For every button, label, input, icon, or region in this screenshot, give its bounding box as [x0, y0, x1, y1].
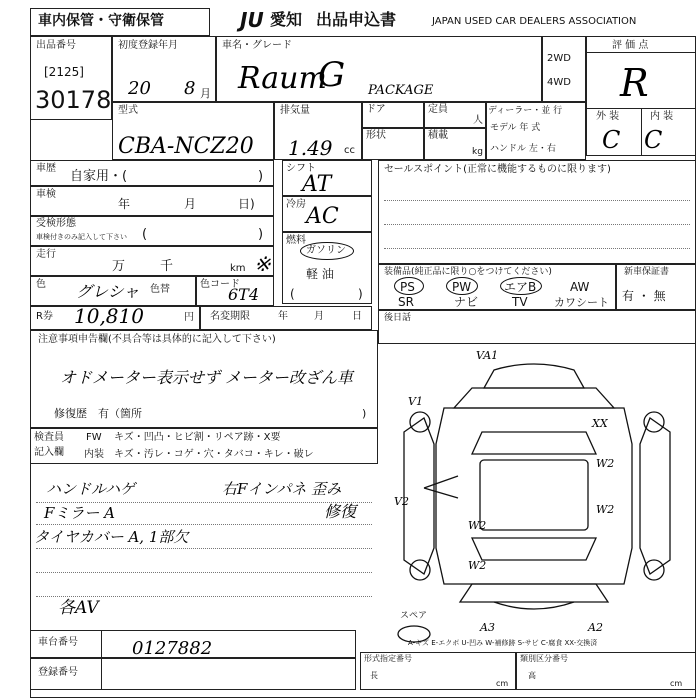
score-value: R	[620, 61, 649, 105]
receive-open: (	[142, 227, 148, 242]
history-box	[30, 160, 274, 186]
model-year-label: モデル 年 式	[490, 123, 541, 133]
sales-point-label: セールスポイント(正常に機能するものに限ります)	[384, 164, 611, 175]
recycle-value: 10,810	[74, 304, 144, 328]
receive-label: 受検形態	[36, 218, 76, 229]
mileage-label: 走行	[36, 249, 56, 260]
fw-label: FW	[86, 432, 102, 443]
association-name: JAPAN USED CAR DEALERS ASSOCIATION	[432, 16, 637, 27]
displacement-label: 排気量	[280, 105, 310, 116]
mileage-sen: 千	[160, 259, 174, 274]
chassis-label: 車台番号	[38, 637, 78, 648]
notes-text: オドメーター表示せず メーター改ざん車	[60, 368, 353, 387]
fuel-close: )	[358, 287, 363, 301]
equip-airbag: エアB	[504, 280, 537, 294]
recycle-unit: 円	[184, 312, 194, 323]
dealer-label: ディーラー・並 行	[488, 106, 563, 116]
diagram-w2-center-a: W2	[468, 519, 487, 532]
name-change-year: 年	[278, 311, 288, 322]
fuel-circled: ガソリン	[306, 245, 346, 256]
equip-sr: SR	[398, 295, 414, 309]
entry-label: 記入欄	[34, 447, 64, 458]
repair-history: 修復歴 有（箇所	[54, 407, 142, 420]
diagram-w2-right-a: W2	[596, 457, 615, 470]
lot-number: 30178	[35, 86, 112, 114]
inspector-label: 検査員	[34, 432, 64, 443]
history-value: 自家用・(	[70, 169, 128, 184]
capacity-unit: 人	[473, 115, 483, 126]
mileage-man: 万	[112, 259, 126, 274]
inspection-month: 月	[184, 197, 197, 211]
chassis-value: 0127882	[132, 638, 213, 659]
load-unit: kg	[472, 147, 483, 157]
equip-navi: ナビ	[454, 295, 479, 309]
registration-year: 20	[128, 78, 151, 99]
interior-items: キズ・汚レ・コゲ・穴・タバコ・キレ・破レ	[114, 449, 314, 460]
org-name: 愛知	[270, 10, 303, 29]
drive-4wd: 4WD	[547, 77, 571, 88]
storage-label: 車内保管・守衛保管	[38, 13, 164, 29]
diagram-v1: V1	[408, 395, 423, 408]
history-label: 車歴	[36, 163, 56, 174]
color-change-label: 色替	[150, 284, 170, 295]
drive-2wd: 2WD	[547, 53, 571, 64]
receive-sub: 車検付きのみ記入して下さい	[36, 233, 127, 241]
equipment-label: 装備品(純正品に限り○をつけてください)	[384, 267, 552, 277]
inspection-year: 年	[118, 197, 131, 211]
diagram-a3: A3	[480, 621, 495, 634]
color-code-value: 6T4	[228, 285, 260, 304]
handle-label: ハンドル 左・右	[490, 144, 556, 154]
car-grade-value: G	[318, 55, 346, 95]
spec-right-sub: 高	[528, 671, 536, 680]
capacity-label: 定員	[428, 104, 448, 115]
car-name-value: Raum	[238, 61, 327, 96]
spec-right-unit: cm	[670, 679, 683, 688]
form-title: 出品申込書	[316, 10, 397, 29]
mileage-unit: km	[230, 263, 246, 274]
diagram-w2-right-b: W2	[596, 503, 615, 516]
warranty-value: 有 ・ 無	[622, 289, 666, 303]
notes-label: 注意事項申告欄(不具合等は具体的に記入して下さい)	[38, 334, 276, 345]
inspection-day: 日)	[238, 197, 255, 211]
ac-value: AC	[306, 204, 339, 229]
lot-label: 出品番号	[36, 40, 76, 51]
diagram-v2: V2	[394, 495, 409, 508]
car-name-label: 車名・グレード	[222, 40, 292, 51]
score-label: 評 価 点	[612, 40, 649, 51]
registration-label: 初度登録年月	[118, 40, 178, 51]
spec-left-unit: cm	[496, 679, 509, 688]
lot-sub-number: [2125]	[44, 65, 84, 79]
shift-value: AT	[302, 172, 332, 197]
rear-note-box	[378, 310, 696, 344]
warranty-label: 新車保証書	[624, 267, 670, 277]
registration-month-unit: 月	[200, 87, 211, 100]
inspector-note-right-2: 修復	[324, 502, 357, 521]
equip-pw-circle	[446, 277, 478, 295]
diagram-legend: A-キズ E-エクボ U-凹み W-補修跡 S-サビ C-腐食 XX-交換済	[408, 639, 598, 647]
inspection-label: 車検	[36, 189, 56, 200]
ac-label: 冷房	[286, 199, 306, 210]
receive-close: )	[258, 227, 264, 242]
equip-airbag-circle	[500, 277, 542, 295]
equip-aw: AW	[570, 280, 590, 294]
name-change-day: 日	[352, 311, 362, 322]
exterior-score: C	[602, 126, 621, 154]
inspector-note-1: ハンドルハゲ	[46, 480, 135, 498]
recycle-label: R券	[36, 311, 53, 322]
fw-items: キズ・凹凸・ヒビ割・リペア跡・X要	[114, 432, 281, 443]
repair-history-close: )	[362, 407, 367, 420]
interior-score: C	[644, 126, 663, 154]
ju-logo: JU	[240, 8, 264, 32]
drive-box	[542, 36, 586, 102]
equip-pw: PW	[452, 280, 472, 294]
spec-left-label: 形式指定番号	[364, 654, 412, 663]
displacement-unit: cc	[344, 145, 355, 156]
displacement-value: 1.49	[288, 136, 333, 160]
color-value: グレシャ	[76, 282, 140, 301]
name-change-label: 名変期限	[210, 311, 250, 322]
diagram-w2-center-b: W2	[468, 559, 487, 572]
spec-right-label: 類別区分番号	[520, 654, 568, 663]
load-label: 積載	[428, 130, 448, 141]
door-label: ドア	[366, 104, 386, 115]
diagram-a2: A2	[588, 621, 603, 634]
inspector-note-3: タイヤカバー A, 1部欠	[34, 528, 189, 546]
spec-left-sub: 長	[370, 671, 378, 680]
equip-ps: PS	[400, 280, 415, 294]
interior-label: 内 装	[650, 111, 674, 122]
fuel-label: 燃料	[286, 235, 306, 246]
rear-note-label: 後日話	[384, 313, 412, 323]
inspector-note-2: Fミラー A	[44, 504, 116, 522]
inspector-note-right-1: 右Fインパネ 歪み	[222, 480, 342, 498]
diagram-xx: XX	[592, 417, 608, 430]
color-code-label: 色コード	[200, 279, 240, 290]
diagram-va1: VA1	[476, 349, 499, 362]
exterior-label: 外 装	[596, 111, 620, 122]
shift-label: シフト	[286, 163, 316, 174]
fuel-alt: 軽 油	[306, 267, 334, 281]
car-package-value: PACKAGE	[368, 83, 434, 98]
registration-month: 8	[184, 78, 196, 99]
name-change-month: 月	[314, 311, 324, 322]
equip-seat: カワシート	[554, 296, 609, 309]
history-close: )	[258, 169, 264, 184]
model-label: 型式	[118, 105, 138, 116]
car-damage-diagram	[384, 348, 690, 644]
diagram-spare: スペア	[400, 611, 428, 621]
inspector-note-4: 各AV	[58, 598, 99, 618]
equip-tv: TV	[512, 295, 528, 309]
mileage-mark: ※	[254, 252, 271, 276]
interior-check-label: 内装	[84, 449, 104, 460]
plate-label: 登録番号	[38, 667, 78, 678]
fuel-open: (	[290, 287, 295, 301]
equip-ps-circle	[394, 277, 424, 295]
model-value: CBA-NCZ20	[118, 134, 254, 159]
shape-label: 形状	[366, 130, 386, 141]
color-label: 色	[36, 279, 46, 290]
